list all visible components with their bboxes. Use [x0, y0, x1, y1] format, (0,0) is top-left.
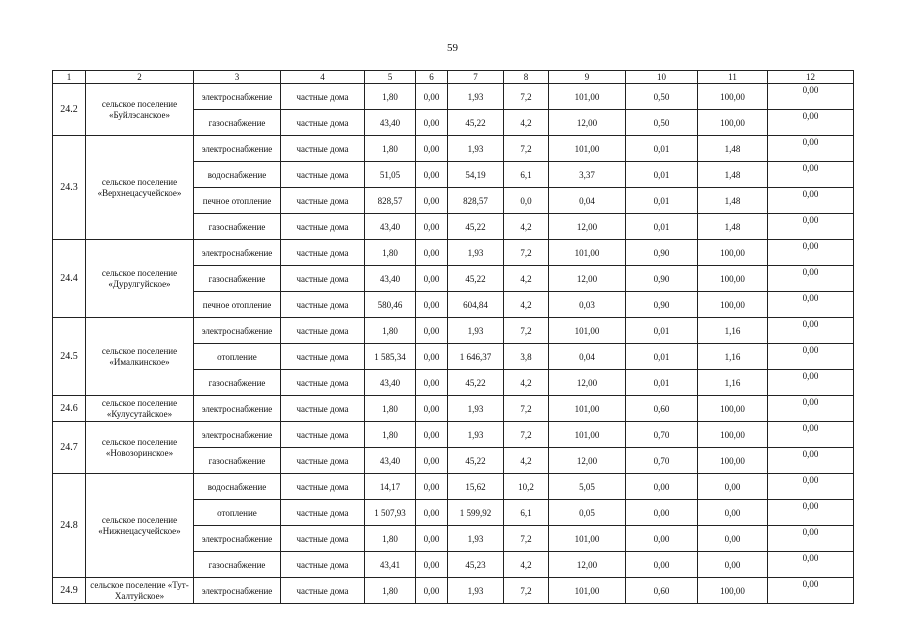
cell-col-11: 0,00 [698, 526, 768, 552]
cell-col-12: 0,00 [768, 396, 854, 422]
cell-col-7: 45,22 [448, 266, 504, 292]
cell-col-12: 0,00 [768, 526, 854, 552]
cell-housing: частные дома [281, 110, 365, 136]
header-cell: 6 [416, 71, 448, 84]
cell-col-8: 6,1 [504, 162, 549, 188]
cell-col-5: 580,46 [365, 292, 416, 318]
cell-col-12: 0,00 [768, 214, 854, 240]
header-row [53, 71, 854, 84]
cell-col-12: 0,00 [768, 240, 854, 266]
cell-col-6: 0,00 [416, 110, 448, 136]
cell-col-10: 0,60 [626, 578, 698, 604]
cell-col-11: 100,00 [698, 240, 768, 266]
header-cell: 9 [549, 71, 626, 84]
header-cell: 11 [698, 71, 768, 84]
cell-col-5: 1,80 [365, 318, 416, 344]
cell-col-8: 7,2 [504, 318, 549, 344]
cell-col-10: 0,00 [626, 552, 698, 578]
cell-col-11: 1,16 [698, 318, 768, 344]
cell-col-10: 0,01 [626, 162, 698, 188]
cell-col-7: 45,23 [448, 552, 504, 578]
cell-col-5: 51,05 [365, 162, 416, 188]
cell-col-10: 0,90 [626, 292, 698, 318]
header-cell: 4 [281, 71, 365, 84]
cell-col-7: 1,93 [448, 84, 504, 110]
header-cell: 1 [53, 71, 86, 84]
cell-col-5: 1,80 [365, 396, 416, 422]
cell-col-6: 0,00 [416, 240, 448, 266]
cell-housing: частные дома [281, 292, 365, 318]
cell-col-7: 54,19 [448, 162, 504, 188]
cell-col-5: 1,80 [365, 136, 416, 162]
cell-col-8: 4,2 [504, 214, 549, 240]
cell-col-12: 0,00 [768, 266, 854, 292]
page-number: 59 [447, 42, 458, 54]
cell-col-11: 100,00 [698, 292, 768, 318]
row-number: 24.7 [53, 422, 86, 474]
cell-service: газоснабжение [194, 448, 281, 474]
cell-col-12: 0,00 [768, 500, 854, 526]
cell-service: электроснабжение [194, 578, 281, 604]
cell-col-10: 0,01 [626, 214, 698, 240]
cell-col-12: 0,00 [768, 474, 854, 500]
cell-col-5: 1,80 [365, 84, 416, 110]
cell-housing: частные дома [281, 136, 365, 162]
cell-col-6: 0,00 [416, 370, 448, 396]
cell-col-5: 1,80 [365, 578, 416, 604]
cell-col-12: 0,00 [768, 188, 854, 214]
table-row [53, 84, 854, 110]
cell-col-5: 1,80 [365, 526, 416, 552]
cell-col-11: 1,48 [698, 162, 768, 188]
cell-service: газоснабжение [194, 552, 281, 578]
cell-col-11: 0,00 [698, 500, 768, 526]
cell-housing: частные дома [281, 84, 365, 110]
header-cell: 3 [194, 71, 281, 84]
cell-service: газоснабжение [194, 214, 281, 240]
cell-housing: частные дома [281, 214, 365, 240]
settlement-name: сельское поселение «Буйлэсанское» [86, 84, 194, 136]
cell-col-12: 0,00 [768, 344, 854, 370]
cell-col-10: 0,50 [626, 110, 698, 136]
cell-col-9: 101,00 [549, 578, 626, 604]
row-number: 24.3 [53, 136, 86, 240]
cell-col-5: 1 585,34 [365, 344, 416, 370]
tariff-table [52, 70, 854, 604]
cell-col-9: 101,00 [549, 396, 626, 422]
cell-col-8: 0,0 [504, 188, 549, 214]
cell-col-9: 0,05 [549, 500, 626, 526]
cell-col-10: 0,01 [626, 188, 698, 214]
cell-col-10: 0,01 [626, 318, 698, 344]
cell-service: печное отопление [194, 188, 281, 214]
cell-col-12: 0,00 [768, 84, 854, 110]
cell-col-10: 0,50 [626, 84, 698, 110]
cell-service: отопление [194, 344, 281, 370]
cell-col-9: 12,00 [549, 266, 626, 292]
row-number: 24.6 [53, 396, 86, 422]
cell-col-8: 4,2 [504, 552, 549, 578]
cell-col-8: 4,2 [504, 110, 549, 136]
cell-col-9: 0,03 [549, 292, 626, 318]
cell-col-8: 7,2 [504, 422, 549, 448]
settlement-name: сельское поселение «Новозоринское» [86, 422, 194, 474]
cell-col-8: 4,2 [504, 266, 549, 292]
cell-col-12: 0,00 [768, 318, 854, 344]
cell-col-8: 7,2 [504, 526, 549, 552]
cell-col-12: 0,00 [768, 552, 854, 578]
row-number: 24.5 [53, 318, 86, 396]
cell-col-5: 1,80 [365, 422, 416, 448]
cell-col-11: 1,48 [698, 214, 768, 240]
cell-col-5: 43,40 [365, 266, 416, 292]
cell-col-9: 101,00 [549, 318, 626, 344]
cell-service: газоснабжение [194, 266, 281, 292]
cell-col-8: 4,2 [504, 292, 549, 318]
cell-col-8: 7,2 [504, 84, 549, 110]
cell-col-12: 0,00 [768, 370, 854, 396]
cell-housing: частные дома [281, 526, 365, 552]
table-row [53, 136, 854, 162]
table-body [53, 71, 854, 604]
header-cell: 7 [448, 71, 504, 84]
cell-col-5: 43,40 [365, 110, 416, 136]
cell-col-10: 0,60 [626, 396, 698, 422]
cell-service: газоснабжение [194, 110, 281, 136]
cell-housing: частные дома [281, 422, 365, 448]
cell-housing: частные дома [281, 188, 365, 214]
cell-col-7: 45,22 [448, 370, 504, 396]
table-row [53, 240, 854, 266]
cell-col-6: 0,00 [416, 448, 448, 474]
cell-service: водоснабжение [194, 474, 281, 500]
cell-col-6: 0,00 [416, 344, 448, 370]
cell-housing: частные дома [281, 318, 365, 344]
cell-col-9: 0,04 [549, 344, 626, 370]
table-row [53, 396, 854, 422]
table-row [53, 422, 854, 448]
cell-col-10: 0,90 [626, 240, 698, 266]
cell-col-7: 1 646,37 [448, 344, 504, 370]
cell-col-6: 0,00 [416, 266, 448, 292]
header-cell: 8 [504, 71, 549, 84]
cell-col-7: 1,93 [448, 422, 504, 448]
cell-col-8: 7,2 [504, 396, 549, 422]
cell-col-8: 7,2 [504, 136, 549, 162]
cell-col-9: 12,00 [549, 552, 626, 578]
cell-col-10: 0,00 [626, 526, 698, 552]
cell-col-12: 0,00 [768, 448, 854, 474]
cell-col-12: 0,00 [768, 136, 854, 162]
cell-col-11: 100,00 [698, 396, 768, 422]
cell-col-7: 1,93 [448, 136, 504, 162]
settlement-name: сельское поселение «Кулусутайское» [86, 396, 194, 422]
cell-housing: частные дома [281, 240, 365, 266]
cell-col-6: 0,00 [416, 578, 448, 604]
cell-col-10: 0,01 [626, 136, 698, 162]
cell-col-7: 1,93 [448, 318, 504, 344]
cell-service: газоснабжение [194, 370, 281, 396]
cell-service: электроснабжение [194, 136, 281, 162]
cell-col-6: 0,00 [416, 136, 448, 162]
cell-col-8: 4,2 [504, 370, 549, 396]
cell-col-7: 15,62 [448, 474, 504, 500]
cell-col-12: 0,00 [768, 292, 854, 318]
cell-col-7: 45,22 [448, 214, 504, 240]
cell-housing: частные дома [281, 370, 365, 396]
cell-col-9: 101,00 [549, 84, 626, 110]
cell-housing: частные дома [281, 552, 365, 578]
cell-col-7: 828,57 [448, 188, 504, 214]
cell-col-7: 1,93 [448, 578, 504, 604]
cell-col-5: 43,40 [365, 370, 416, 396]
cell-service: электроснабжение [194, 526, 281, 552]
cell-col-9: 3,37 [549, 162, 626, 188]
cell-col-11: 0,00 [698, 474, 768, 500]
cell-col-10: 0,70 [626, 448, 698, 474]
cell-col-7: 1 599,92 [448, 500, 504, 526]
cell-col-6: 0,00 [416, 526, 448, 552]
cell-col-11: 100,00 [698, 422, 768, 448]
cell-housing: частные дома [281, 396, 365, 422]
header-cell: 2 [86, 71, 194, 84]
cell-col-9: 12,00 [549, 110, 626, 136]
cell-housing: частные дома [281, 500, 365, 526]
cell-service: электроснабжение [194, 318, 281, 344]
cell-col-12: 0,00 [768, 578, 854, 604]
cell-housing: частные дома [281, 162, 365, 188]
table-row [53, 318, 854, 344]
cell-col-7: 1,93 [448, 396, 504, 422]
cell-col-11: 0,00 [698, 552, 768, 578]
cell-service: водоснабжение [194, 162, 281, 188]
cell-col-5: 1,80 [365, 240, 416, 266]
cell-col-6: 0,00 [416, 162, 448, 188]
header-cell: 5 [365, 71, 416, 84]
cell-service: печное отопление [194, 292, 281, 318]
cell-col-8: 6,1 [504, 500, 549, 526]
cell-col-10: 0,90 [626, 266, 698, 292]
cell-col-5: 43,41 [365, 552, 416, 578]
cell-col-10: 0,00 [626, 474, 698, 500]
cell-col-7: 45,22 [448, 448, 504, 474]
cell-housing: частные дома [281, 474, 365, 500]
row-number: 24.4 [53, 240, 86, 318]
settlement-name: сельское поселение «Нижнецасучейское» [86, 474, 194, 578]
cell-col-11: 1,16 [698, 344, 768, 370]
cell-col-11: 1,16 [698, 370, 768, 396]
cell-col-5: 1 507,93 [365, 500, 416, 526]
settlement-name: сельское поселение «Тут-Халтуйское» [86, 578, 194, 604]
cell-col-8: 7,2 [504, 240, 549, 266]
cell-col-11: 100,00 [698, 84, 768, 110]
cell-service: электроснабжение [194, 240, 281, 266]
row-number: 24.8 [53, 474, 86, 578]
cell-col-12: 0,00 [768, 162, 854, 188]
cell-housing: частные дома [281, 266, 365, 292]
cell-housing: частные дома [281, 344, 365, 370]
cell-col-6: 0,00 [416, 188, 448, 214]
cell-col-9: 5,05 [549, 474, 626, 500]
cell-col-9: 101,00 [549, 422, 626, 448]
cell-col-7: 604,84 [448, 292, 504, 318]
cell-col-8: 7,2 [504, 578, 549, 604]
cell-col-5: 43,40 [365, 214, 416, 240]
cell-col-11: 1,48 [698, 136, 768, 162]
header-cell: 12 [768, 71, 854, 84]
cell-col-10: 0,00 [626, 500, 698, 526]
cell-col-7: 1,93 [448, 526, 504, 552]
cell-col-6: 0,00 [416, 500, 448, 526]
cell-col-6: 0,00 [416, 396, 448, 422]
cell-col-8: 4,2 [504, 448, 549, 474]
cell-col-9: 12,00 [549, 214, 626, 240]
cell-col-11: 100,00 [698, 578, 768, 604]
cell-col-9: 0,04 [549, 188, 626, 214]
cell-col-6: 0,00 [416, 318, 448, 344]
cell-housing: частные дома [281, 448, 365, 474]
cell-col-9: 12,00 [549, 448, 626, 474]
cell-col-6: 0,00 [416, 474, 448, 500]
cell-col-10: 0,70 [626, 422, 698, 448]
cell-col-10: 0,01 [626, 370, 698, 396]
cell-col-9: 101,00 [549, 526, 626, 552]
cell-col-10: 0,01 [626, 344, 698, 370]
cell-col-6: 0,00 [416, 292, 448, 318]
cell-service: отопление [194, 500, 281, 526]
cell-col-5: 14,17 [365, 474, 416, 500]
cell-service: электроснабжение [194, 422, 281, 448]
cell-col-12: 0,00 [768, 422, 854, 448]
cell-col-7: 1,93 [448, 240, 504, 266]
cell-col-6: 0,00 [416, 422, 448, 448]
cell-col-9: 12,00 [549, 370, 626, 396]
cell-col-12: 0,00 [768, 110, 854, 136]
row-number: 24.9 [53, 578, 86, 604]
cell-col-5: 828,57 [365, 188, 416, 214]
cell-col-6: 0,00 [416, 214, 448, 240]
cell-col-8: 10,2 [504, 474, 549, 500]
settlement-name: сельское поселение «Ималкинское» [86, 318, 194, 396]
cell-col-11: 1,48 [698, 188, 768, 214]
cell-col-7: 45,22 [448, 110, 504, 136]
cell-service: электроснабжение [194, 396, 281, 422]
cell-col-11: 100,00 [698, 266, 768, 292]
cell-col-9: 101,00 [549, 136, 626, 162]
row-number: 24.2 [53, 84, 86, 136]
cell-col-11: 100,00 [698, 448, 768, 474]
cell-col-8: 3,8 [504, 344, 549, 370]
cell-col-6: 0,00 [416, 84, 448, 110]
cell-col-11: 100,00 [698, 110, 768, 136]
header-cell: 10 [626, 71, 698, 84]
cell-housing: частные дома [281, 578, 365, 604]
cell-col-9: 101,00 [549, 240, 626, 266]
cell-col-6: 0,00 [416, 552, 448, 578]
cell-service: электроснабжение [194, 84, 281, 110]
cell-col-5: 43,40 [365, 448, 416, 474]
table-row [53, 578, 854, 604]
table-row [53, 474, 854, 500]
settlement-name: сельское поселение «Верхнецасучейское» [86, 136, 194, 240]
settlement-name: сельское поселение «Дурулгуйское» [86, 240, 194, 318]
